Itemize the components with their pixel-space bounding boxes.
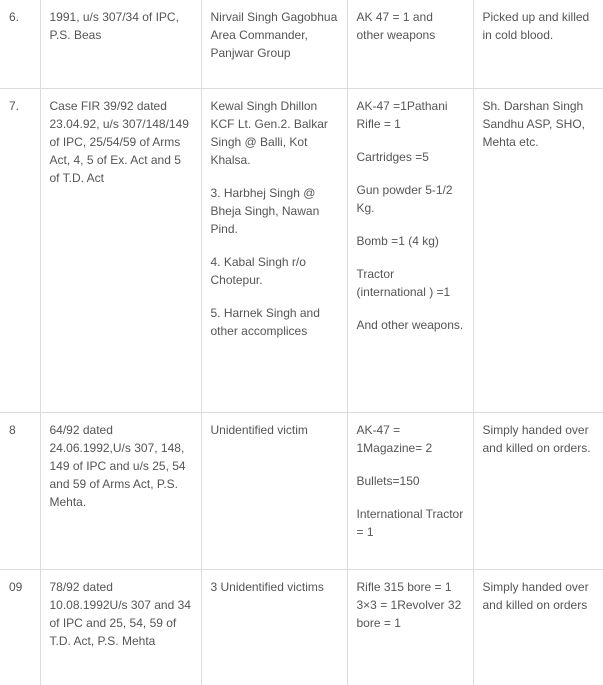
weapons-recovered-cell <box>347 89 473 413</box>
victims-paragraph: Unidentified victim <box>210 423 308 437</box>
weapons-recovered-cell <box>347 413 473 570</box>
remarks-paragraph: Simply handed over and killed on orders <box>482 580 589 612</box>
victims-cell <box>201 413 347 570</box>
weapons-recovered-paragraph: AK 47 = 1 and other weapons <box>356 10 436 42</box>
victims-paragraph: 4. Kabal Singh r/o Chotepur. <box>210 255 306 287</box>
weapons-recovered-paragraph: Cartridges =5 <box>356 150 429 164</box>
remarks-paragraph: Simply handed over and killed on orders. <box>482 423 591 455</box>
victims-cell <box>201 0 347 89</box>
serial-number-cell: 09 <box>0 570 40 685</box>
case-details-paragraph: Case FIR 39/92 dated 23.04.92, u/s 307/148/149 of IPC, 25/54/59 of Arms Act, 4, 5 of Ex. Act and 5 of T.D. Act <box>49 99 189 185</box>
weapons-recovered-paragraph: AK-47 = 1Magazine= 2 <box>356 423 433 455</box>
remarks-cell <box>473 0 603 89</box>
table-row <box>0 0 603 89</box>
case-details-cell <box>40 89 201 413</box>
remarks-cell <box>473 89 603 413</box>
serial-number-cell: 7. <box>0 89 40 413</box>
victims-paragraph: 3 Unidentified victims <box>210 580 324 594</box>
victims-paragraph: 3. Harbhej Singh @ Bheja Singh, Nawan Pind. <box>210 186 320 236</box>
weapons-recovered-paragraph: Gun powder 5-1/2 Kg. <box>356 183 453 215</box>
case-details-paragraph: 1991, u/s 307/34 of IPC, P.S. Beas <box>49 10 179 42</box>
case-details-paragraph: 78/92 dated 10.08.1992U/s 307 and 34 of IPC and 25, 54, 59 of T.D. Act, P.S. Mehta <box>49 580 191 648</box>
remarks-paragraph: Sh. Darshan Singh Sandhu ASP, SHO, Mehta etc. <box>482 99 586 149</box>
victims-cell <box>201 570 347 685</box>
victims-paragraph: 5. Harnek Singh and other accomplices <box>210 306 320 338</box>
weapons-recovered-paragraph: And other weapons. <box>356 318 464 332</box>
weapons-recovered-paragraph: International Tractor = 1 <box>356 507 464 539</box>
serial-number-cell: 8 <box>0 413 40 570</box>
weapons-recovered-paragraph: Bomb =1 (4 kg) <box>356 234 439 248</box>
case-details-cell <box>40 0 201 89</box>
table-row <box>0 570 603 685</box>
weapons-recovered-cell <box>347 0 473 89</box>
weapons-recovered-paragraph: Tractor (international ) =1 <box>356 267 451 299</box>
case-details-cell <box>40 413 201 570</box>
table-row <box>0 413 603 570</box>
weapons-recovered-paragraph: AK-47 =1Pathani Rifle = 1 <box>356 99 448 131</box>
table-row <box>0 89 603 413</box>
victims-paragraph: Nirvail Singh Gagobhua Area Commander, Panjwar Group <box>210 10 338 60</box>
remarks-cell <box>473 570 603 685</box>
serial-number-cell: 6. <box>0 0 40 89</box>
weapons-recovered-paragraph: Rifle 315 bore = 1 3×3 = 1Revolver 32 bore = 1 <box>356 580 462 630</box>
weapons-recovered-cell <box>347 570 473 685</box>
weapons-recovered-paragraph: Bullets=150 <box>356 474 420 488</box>
case-details-paragraph: 64/92 dated 24.06.1992,U/s 307, 148, 149 of IPC and u/s 25, 54 and 59 of Arms Act, P.S. Mehta. <box>49 423 186 509</box>
victims-cell <box>201 89 347 413</box>
victims-paragraph: Kewal Singh Dhillon KCF Lt. Gen.2. Balkar Singh @ Balli, Kot Khalsa. <box>210 99 328 167</box>
case-details-cell <box>40 570 201 685</box>
remarks-paragraph: Picked up and killed in cold blood. <box>482 10 590 42</box>
remarks-cell <box>473 413 603 570</box>
